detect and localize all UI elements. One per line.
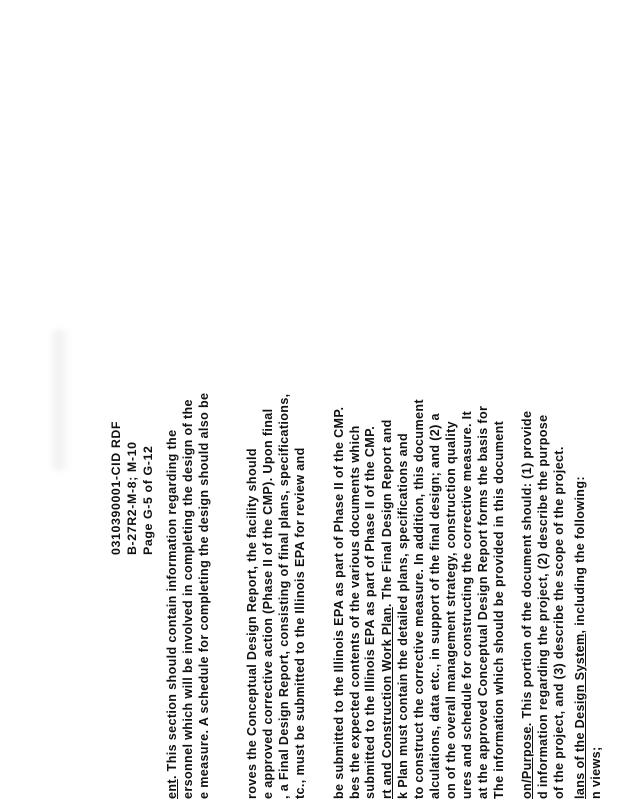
line-text: e measure. A schedule for completing the design should also be: [197, 392, 211, 799]
line-text: , a Final Design Report, consisting of final plans, specifications,: [277, 393, 291, 799]
body-line: [246, 448, 259, 799]
body-line: [574, 476, 587, 799]
body-line: [590, 747, 603, 800]
body-line: [198, 393, 211, 799]
body-line: [262, 409, 275, 800]
line-text: d information regarding the project, (2) describe the purpose: [536, 414, 550, 799]
body-line: [364, 426, 377, 799]
line-text: be submitted to the Illinois EPA as part of Phase II of the CMP.: [332, 406, 346, 799]
line-text: submitted to the Illinois EPA as part of Phase II of the CMP.: [363, 425, 377, 799]
body-line: [477, 406, 490, 799]
body-line: [493, 421, 506, 799]
body-line: [537, 414, 550, 799]
body-line: [521, 411, 534, 799]
line-text: k Plan must contain the detailed plans, specifications and: [396, 432, 410, 799]
body-line: [294, 447, 307, 799]
line-text: on of the overall management strategy, construction quality: [444, 420, 458, 799]
body-line: [429, 413, 442, 799]
body-line: [445, 421, 458, 799]
line-text: to construct the corrective measure. In addition, this document: [412, 399, 426, 799]
body-line: [381, 419, 394, 799]
line-text: ersonnel which will be involved in completing the design of the: [181, 399, 195, 799]
line-text: n views;: [589, 746, 603, 799]
body-line: [182, 399, 195, 799]
line-text: tc., must be submitted to the Illinois EPA for review and: [293, 447, 307, 799]
body-line: [349, 425, 362, 799]
line-text: . This section should contain information regarding the: [165, 429, 179, 780]
body-line: [461, 411, 474, 799]
line-text: . The Final Design Report and: [380, 419, 394, 608]
revision-code: B-27R2-M-8; M-10: [125, 441, 139, 555]
line-text: of the project, and (3) describe the scope of the project.: [552, 446, 566, 799]
scan-smudge: [48, 330, 70, 470]
line-text: e approved corrective action (Phase II of the CMP). Upon final: [261, 408, 275, 799]
line-text: roves the Conceptual Design Report, the facility should: [245, 448, 259, 799]
body-line: [413, 399, 426, 799]
body-line: [333, 407, 346, 799]
body-line: [166, 430, 179, 799]
line-text: bes the expected contents of the various documents which: [348, 425, 362, 799]
underlined-heading: lans of the Design System: [573, 633, 587, 799]
underlined-heading: on/Purpose: [520, 726, 534, 799]
line-text: . This portion of the document should: (1) provide: [520, 410, 534, 727]
line-text: alculations, data etc., in support of the final design; and (2) a: [428, 413, 442, 799]
document-id: 0310390001-CID RDF: [109, 420, 123, 555]
line-text: at the approved Conceptual Design Report forms the basis for: [476, 405, 490, 799]
line-text: , including the following:: [573, 476, 587, 634]
line-text: ures and schedule for constructing the corrective measure. It: [460, 410, 474, 799]
body-line: [278, 393, 291, 799]
underlined-heading: rt and Construction Work Plan: [380, 607, 394, 799]
page-number: Page G-5 of G-12: [141, 445, 155, 555]
underlined-heading: ent: [165, 779, 179, 799]
body-line: [397, 433, 410, 799]
line-text: The information which should be provided in this document: [492, 420, 506, 799]
body-line: [553, 446, 566, 799]
